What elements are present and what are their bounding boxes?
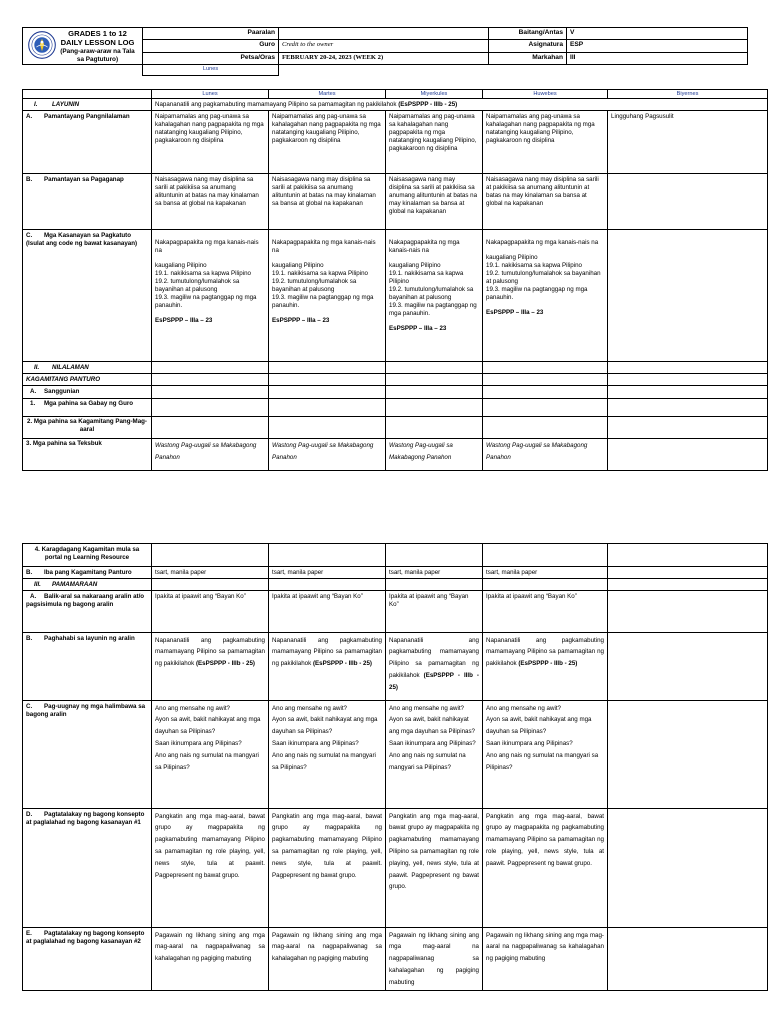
sanggunian-label: A. Sanggunian — [23, 386, 152, 398]
balik-huwebes: Ipakita at ipaawit ang “Bayan Ko” — [483, 591, 608, 633]
baitang-value[interactable]: V — [567, 28, 748, 40]
lesson-table-page2 — [22, 543, 768, 991]
pagtatalakay-2-miyerkules: Pagawain ng likhang sining ang mga mag-aaral na nagpapaliwanag sa kahalagahan ng pagiging mabuting — [386, 928, 483, 991]
petsa-label: Petsa/Oras — [143, 52, 279, 64]
pagtatalakay-2-huwebes: Pagawain ng likhang sining ang mga mag-aaral na nagpapaliwanag sa kahalagahan ng pagiging mabuting — [483, 928, 608, 991]
guro-label: Guro — [143, 40, 279, 52]
cell-a-biyernes: Lingguhang Pagsusulit — [608, 111, 768, 174]
markahan-label: Markahan — [489, 52, 567, 64]
kagamitang-mag-aaral-label: 2. Mga pahina sa Kagamitang Pang-Mag-aaral — [23, 416, 152, 438]
sanggunian-row — [23, 386, 768, 398]
pag-uugnay-martes: Ano ang mensahe ng awit? Ayon sa awit, bakit nahikayat ang mga dayuhan sa Pilipinas? Saan ikinumpara ang Pilipinas? Ano ang nais ng sumulat na mangyari sa Pilipinas? — [269, 701, 386, 809]
day-biyernes: Biyernes — [608, 90, 768, 99]
paghahabi-miyerkules: Napananatili ang pagkamabuting mamamayang Pilipino sa pamamagitan ng pakikilahok (EsPSPPP - IIIb - 25) — [386, 633, 483, 701]
lesson-table-page1 — [22, 89, 768, 471]
teksbuk-lunes: Wastong Pag-uugali sa Makabagong Panahon — [152, 438, 269, 470]
cell-a-huwebes: Naipamamalas ang pag-unawa sa kahalagahan nang pagpapakita ng mga natatanging kaugaliang Pilipino, pagkakaroon ng disiplina — [483, 111, 608, 174]
row-a-label: A. Pamantayang Pangnilalaman — [23, 111, 152, 174]
paaralan-value[interactable] — [279, 28, 489, 40]
layunin-row — [23, 99, 768, 111]
deped-seal-icon — [28, 31, 56, 59]
title-subtitle: (Pang-araw-araw na Tala sa Pagtuturo) — [60, 47, 135, 63]
pamantayang-pangnilalaman-row — [23, 111, 768, 174]
layunin-objective: Napananatili ang pagkamabuting mamamayang Pilipino sa pamamagitan ng pakikilahok (EsPSPPP - IIIb - 25) — [152, 99, 768, 111]
row-c-label: C. Mga Kasanayan sa Pagkatuto (Isulat ang code ng bawat kasanayan) — [23, 230, 152, 362]
pag-uugnay-lunes: Ano ang mensahe ng awit? Ayon sa awit, bakit nahikayat ang mga dayuhan sa Pilipinas? Saan ikinumpara ang Pilipinas? Ano ang nais ng sumulat na mangyari sa Pilipinas? — [152, 701, 269, 809]
row-b-label: B. Pamantayan sa Pagaganap — [23, 174, 152, 230]
balik-miyerkules: Ipakita at ipaawit ang “Bayan Ko” — [386, 591, 483, 633]
paghahabi-martes: Napananatili ang pagkamabuting mamamayang Pilipino sa pamamagitan ng pakikilahok (EsPSPPP - IIIb - 25) — [269, 633, 386, 701]
day-lunes: Lunes — [152, 90, 269, 99]
kagamitan-row — [23, 374, 768, 386]
header-title-cell — [23, 28, 143, 65]
iba-pang-row — [23, 567, 768, 579]
cell-b-martes: Naisasagawa nang may disiplina sa sarili at pakikiisa sa anumang alituntunin at batas na may kinalaman sa bansa at global na kapakanan — [269, 174, 386, 230]
pag-uugnay-miyerkules: Ano ang mensahe ng awit? Ayon sa awit, bakit nahikayat ang mga dayuhan sa Pilipinas? Saan ikinumpara ang Pilipinas? Ano ang nais ng sumulat na mangyari sa Pilipinas? — [386, 701, 483, 809]
kasanayan-row — [23, 230, 768, 362]
section-layunin-title: I. LAYUNIN — [23, 99, 152, 111]
teksbuk-miyerkules: Wastong Pag-uugali sa Makabagong Panahon — [386, 438, 483, 470]
pagtatalakay-2-martes: Pagawain ng likhang sining ang mga mag-aaral na nagpapaliwanag sa kahalagahan ng pagiging mabuting — [269, 928, 386, 991]
balik-martes: Ipakita at ipaawit ang “Bayan Ko” — [269, 591, 386, 633]
pagtatalakay-1-row — [23, 809, 768, 928]
cell-a-lunes: Naipamamalas ang pag-unawa sa kahalagahan nang pagpapakita ng mga natatanging kaugaliang Pilipino, pagkakaroon ng disiplina — [152, 111, 269, 174]
cell-c-lunes: Nakapagpapakita ng mga kanais-nais na kaugaliang Pilipino 19.1. nakikisama sa kapwa Pilipino 19.2. tumutulong/lumalahok sa bayanihan at palusong 19.3. magiliw na pagtanggap ng mga panauhin. EsPSPPP – IIIa – 23 — [152, 230, 269, 362]
pagtatalakay-1-martes: Pangkatin ang mga mag-aaral, bawat grupo ay magpapakita ng pagkamabuting mamamayang Pilipino sa pamamagitan ng role playing, yell, news style, tula at paawit. Pagpepresent ng bawat grupo. — [269, 809, 386, 928]
title-line1: GRADES 1 to 12 — [68, 29, 127, 38]
pagtatalakay-1-lunes: Pangkatin ang mga mag-aaral, bawat grupo ay magpapakita ng pagkamabuting mamamayang Pilipino sa pamamagitan ng role playing, yell, news style, tula at paawit. Pagpepresent ng bawat grupo. — [152, 809, 269, 928]
pag-uugnay-huwebes: Ano ang mensahe ng awit? Ayon sa awit, bakit nahikayat ang mga dayuhan sa Pilipinas? Saan ikinumpara ang Pilipinas? Ano ang nais ng sumulat na mangyari sa Pilipinas? — [483, 701, 608, 809]
teksbuk-label: 3. Mga pahina sa Teksbuk — [23, 438, 152, 470]
section-nilalaman-title: II. NILALAMAN — [23, 362, 152, 374]
iba-lunes: tsart, manila paper — [152, 567, 269, 579]
section-pamamaraan-title: III. PAMAMARAAN — [23, 579, 152, 591]
iba-miyerkules: tsart, manila paper — [386, 567, 483, 579]
petsa-value[interactable]: FEBRUARY 20-24, 2023 (WEEK 2) — [279, 52, 489, 64]
paghahabi-lunes: Napananatili ang pagkamabuting mamamayang Pilipino sa pamamagitan ng pakikilahok (EsPSPPP - IIIb - 25) — [152, 633, 269, 701]
day-huwebes: Huwebes — [483, 90, 608, 99]
cell-b-lunes: Naisasagawa nang may disiplina sa sarili at pakikiisa sa anumang alituntunin at batas na may kinalaman sa bansa at global na kapakanan — [152, 174, 269, 230]
title-line2: DAILY LESSON LOG — [60, 38, 135, 48]
cell-c-biyernes — [608, 230, 768, 362]
iba-martes: tsart, manila paper — [269, 567, 386, 579]
pagtatalakay-1-huwebes: Pangkatin ang mga mag-aaral, bawat grupo ay magpapakita ng pagkamabuting mamamayang Pilipino sa pamamagitan ng role playing, yell, news style, tula at paawit. Pagpepresent ng bawat grupo. — [483, 809, 608, 928]
asignatura-label: Asignatura — [489, 40, 567, 52]
teksbuk-row — [23, 438, 768, 470]
cell-c-martes: Nakapagpapakita ng mga kanais-nais na kaugaliang Pilipino 19.1. nakikisama sa kapwa Pilipino 19.2. tumutulong/lumalahok sa bayanihan at palusong 19.3. magiliw na pagtanggap ng mga panauhin. EsPSPPP – IIIa – 23 — [269, 230, 386, 362]
pagtatalakay-1-label: D. Pagtatalakay ng bagong konsepto at paglalahad ng bagong kasanayan #1 — [23, 809, 152, 928]
teksbuk-martes: Wastong Pag-uugali sa Makabagong Panahon — [269, 438, 386, 470]
cell-a-martes: Naipamamalas ang pag-unawa sa kahalagahan nang pagpapakita ng mga natatanging kaugaliang Pilipino, pagkakaroon ng disiplina — [269, 111, 386, 174]
nilalaman-row — [23, 362, 768, 374]
karagdagang-label: 4. Karagdagang Kagamitan mula sa portal ng Learning Resource — [23, 544, 152, 567]
kagamitang-panturo-title: KAGAMITANG PANTURO — [23, 374, 152, 386]
pagtatalakay-2-lunes: Pagawain ng likhang sining ang mga mag-aaral na nagpapaliwanag sa kahalagahan ng pagiging mabuting — [152, 928, 269, 991]
cell-b-miyerkules: Naisasagawa nang may disiplina sa sarili at pakikiisa sa anumang alituntunin at batas na may kinalaman sa bansa at global na kapakanan — [386, 174, 483, 230]
paaralan-label: Paaralan — [143, 28, 279, 40]
paghahabi-row — [23, 633, 768, 701]
iba-pang-label: B. Iba pang Kagamitang Panturo — [23, 567, 152, 579]
cell-b-biyernes — [608, 174, 768, 230]
pamantayan-pagaganap-row — [23, 174, 768, 230]
pagtatalakay-2-row — [23, 928, 768, 991]
iba-huwebes: tsart, manila paper — [483, 567, 608, 579]
paghahabi-huwebes: Napananatili ang pagkamabuting mamamayang Pilipino sa pamamagitan ng pakikilahok (EsPSPPP - IIIb - 25) — [483, 633, 608, 701]
cell-b-huwebes: Naisasagawa nang may disiplina sa sarili at pakikiisa sa anumang alituntunin at batas na may kinalaman sa bansa at global na kapakanan — [483, 174, 608, 230]
gabay-label: 1. Mga pahina sa Gabay ng Guro — [23, 398, 152, 416]
day-miyerkules: Miyerkules — [386, 90, 483, 99]
header-table — [22, 27, 748, 76]
balik-aral-label: A. Balik-aral sa nakaraang aralin at/o pagsisimula ng bagong aralin — [23, 591, 152, 633]
pag-uugnay-label: C. Pag-uugnay ng mga halimbawa sa bagong aralin — [23, 701, 152, 809]
cell-c-miyerkules: Nakapagpapakita ng mga kanais-nais na kaugaliang Pilipino 19.1. nakikisama sa kapwa Pilipino 19.2. tumutulong/lumalahok sa bayanihan at palusong 19.3. magiliw na pagtanggap ng mga panauhin. EsPSPPP – IIIa – 23 — [386, 230, 483, 362]
kagamitang-mag-aaral-row — [23, 416, 768, 438]
paghahabi-label: B. Paghahabi sa layunin ng aralin — [23, 633, 152, 701]
pagtatalakay-1-miyerkules: Pangkatin ang mga mag-aaral, bawat grupo ay magpapakita ng pagkamabuting mamamayang Pilipino sa pamamagitan ng role playing, yell, news style, tula at paawit. Pagpepresent ng bawat grupo. — [386, 809, 483, 928]
cell-c-huwebes: Nakapagpapakita ng mga kanais-nais na kaugaliang Pilipino 19.1. nakikisama sa kapwa Pilipino 19.2. tumutulong/lumalahok sa bayanihan at palusong 19.3. magiliw na pagtanggap ng mga panauhin. EsPSPPP – IIIa – 23 — [483, 230, 608, 362]
teksbuk-huwebes: Wastong Pag-uugali sa Makabagong Panahon — [483, 438, 608, 470]
asignatura-value[interactable]: ESP — [567, 40, 748, 52]
pagtatalakay-2-label: E. Pagtatalakay ng bagong konsepto at paglalahad ng bagong kasanayan #2 — [23, 928, 152, 991]
gabay-row — [23, 398, 768, 416]
baitang-label: Baitang/Antas — [489, 28, 567, 40]
markahan-value[interactable]: III — [567, 52, 748, 64]
day-header-lunes-top: Lunes — [143, 65, 279, 76]
day-header-row — [23, 90, 768, 99]
pamamaraan-row — [23, 579, 768, 591]
karagdagang-row — [23, 544, 768, 567]
balik-aral-row — [23, 591, 768, 633]
balik-lunes: Ipakita at ipaawit ang “Bayan Ko” — [152, 591, 269, 633]
guro-value[interactable]: Credit to the owner — [279, 40, 489, 52]
pag-uugnay-row — [23, 701, 768, 809]
day-martes: Martes — [269, 90, 386, 99]
cell-a-miyerkules: Naipamamalas ang pag-unawa sa kahalagahan nang pagpapakita ng mga natatanging kaugaliang Pilipino, pagkakaroon ng disiplina — [386, 111, 483, 174]
